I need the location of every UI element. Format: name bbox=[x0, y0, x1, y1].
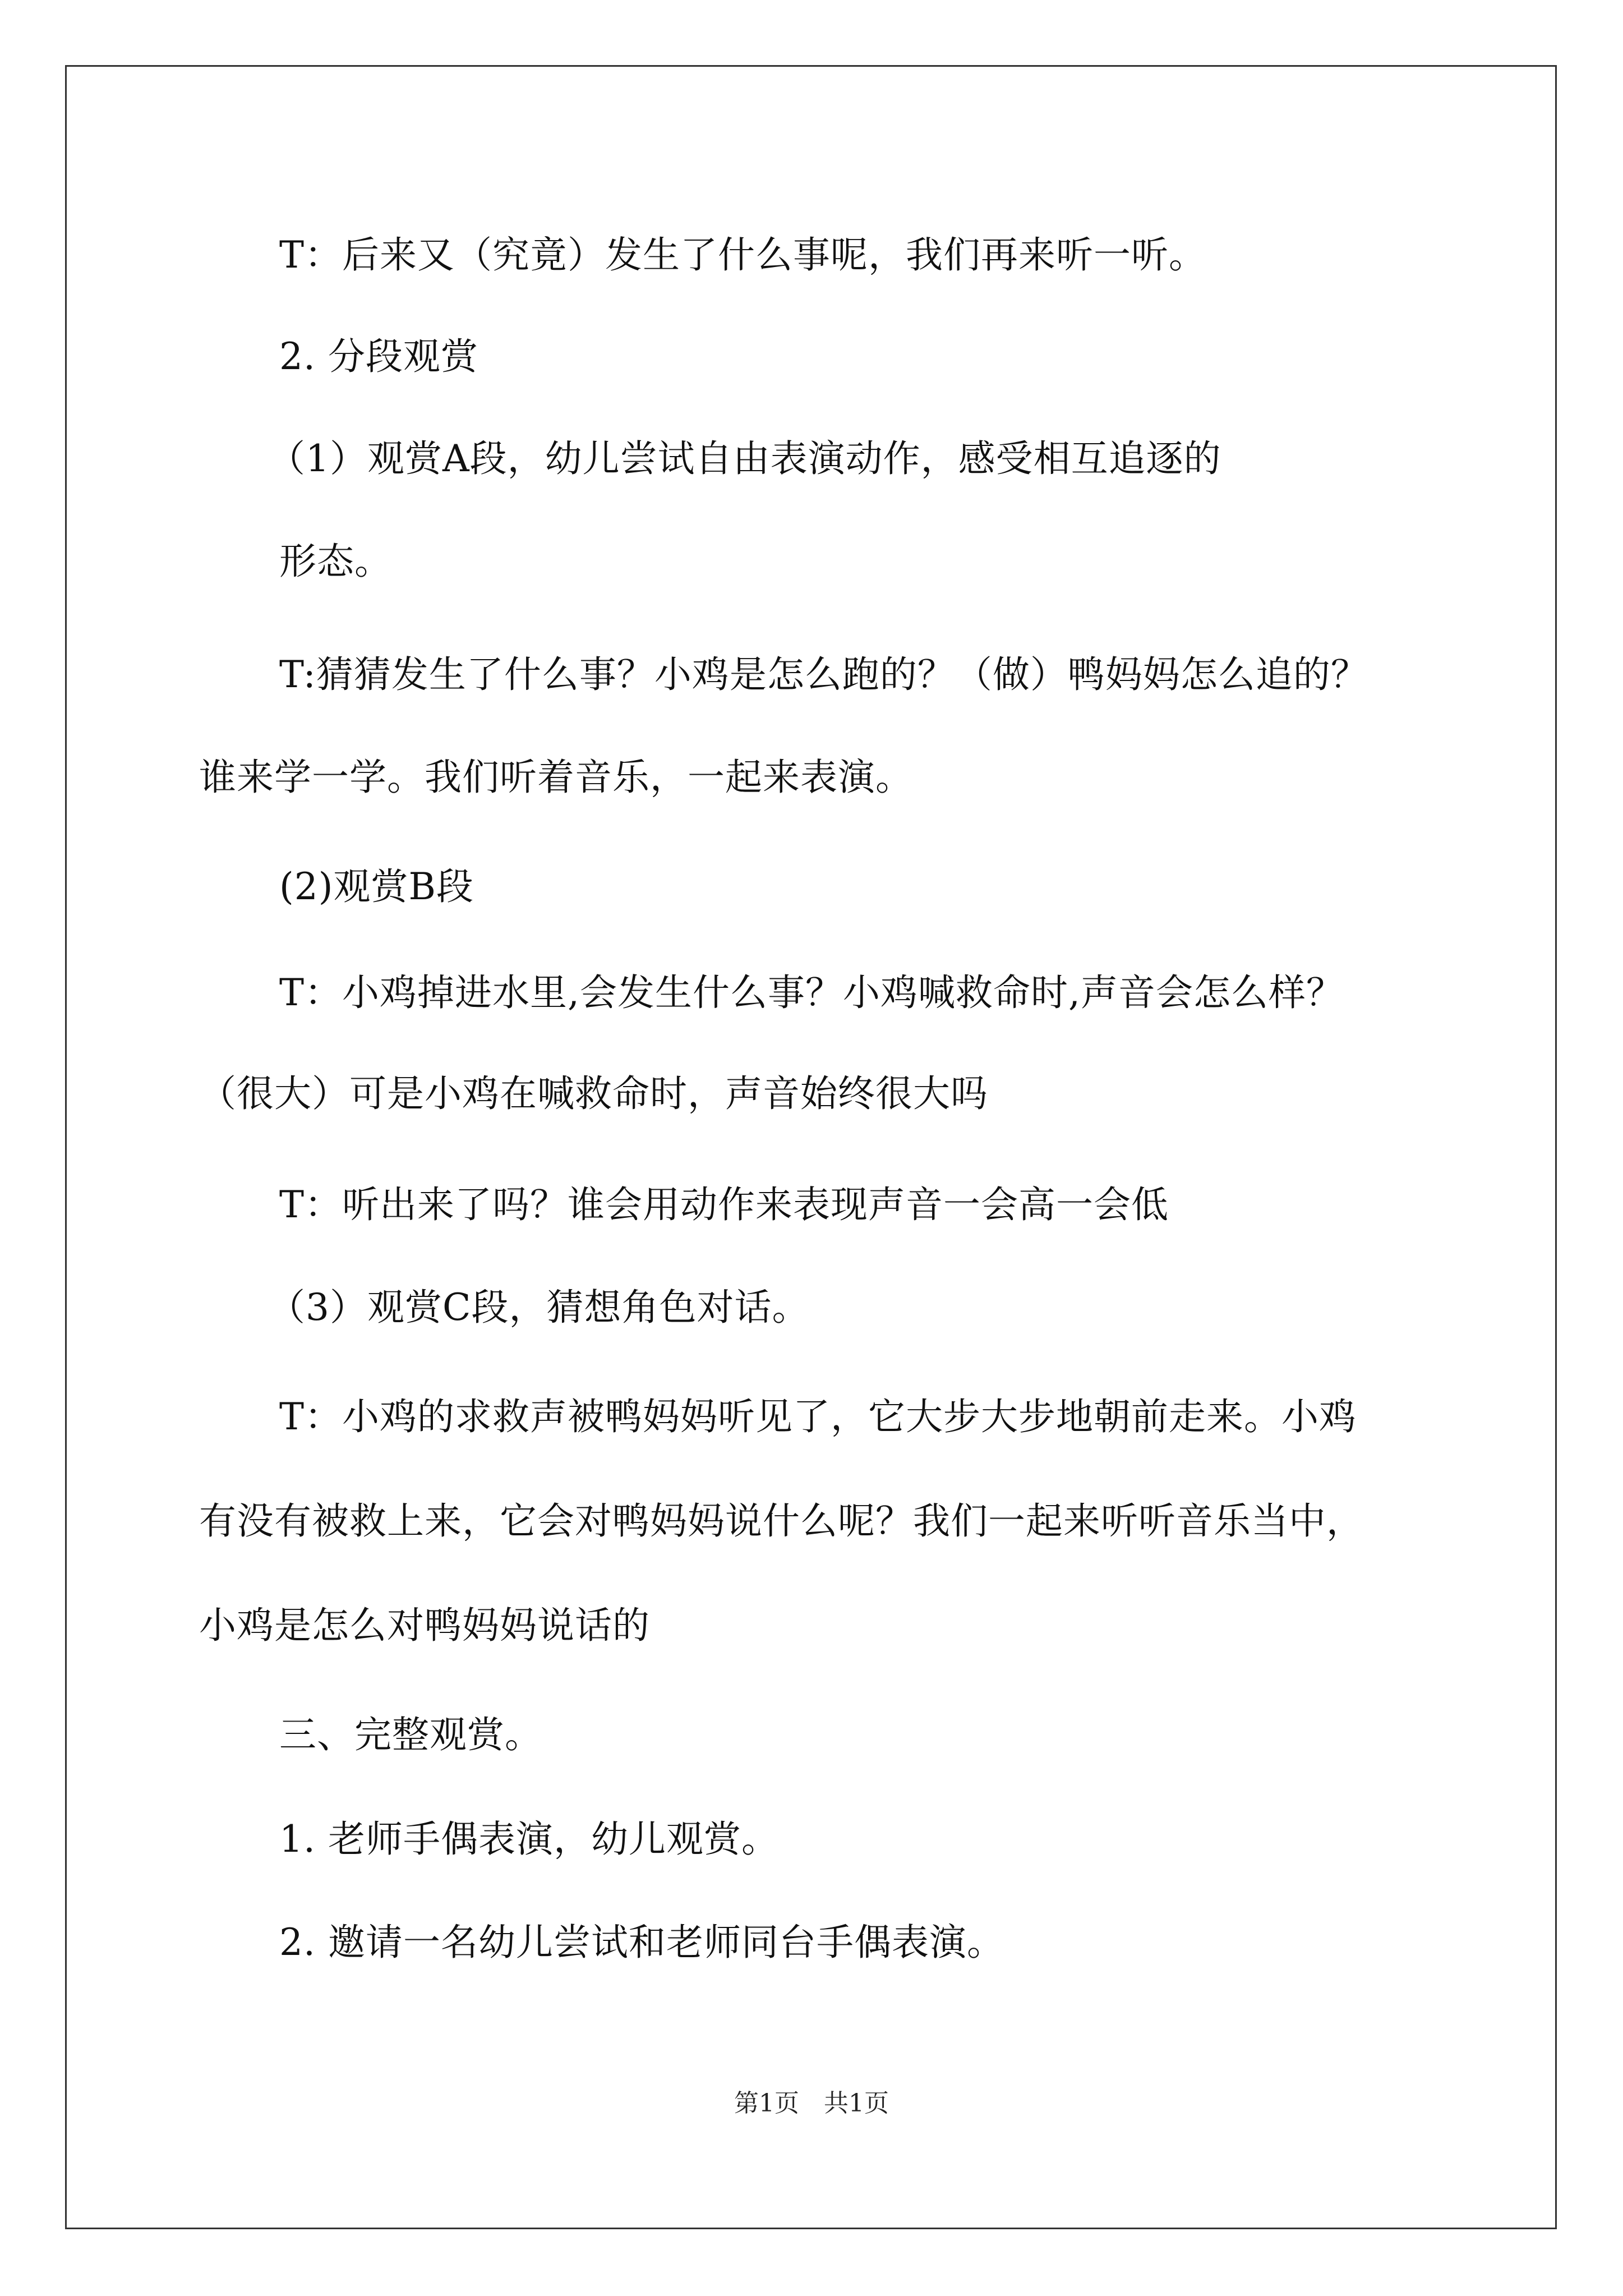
paragraph-line: T:猜猜发生了什么事？小鸡是怎么跑的？（做）鸭妈妈怎么追的？ bbox=[279, 653, 1368, 696]
paragraph-line: 2. 分段观赏 bbox=[279, 335, 478, 378]
paragraph-line: 谁来学一学。我们听着音乐，一起来表演。 bbox=[199, 756, 913, 799]
paragraph-line: 形态。 bbox=[279, 540, 392, 583]
paragraph-line: 三、完整观赏。 bbox=[279, 1713, 542, 1756]
paragraph-line: （3）观赏C段，猜想角色对话。 bbox=[268, 1286, 810, 1329]
page-border bbox=[65, 65, 1557, 2229]
paragraph-line: (2)观赏B段 bbox=[279, 865, 474, 908]
paragraph-line: T：小鸡掉进水里,会发生什么事？小鸡喊救命时,声音会怎么样？ bbox=[279, 971, 1344, 1014]
paragraph-line: （很大）可是小鸡在喊救命时，声音始终很大吗 bbox=[199, 1072, 988, 1115]
paragraph-line: （1）观赏A段，幼儿尝试自由表演动作，感受相互追逐的 bbox=[268, 437, 1221, 480]
page-number-footer: 第1页 共1页 bbox=[734, 2089, 889, 2118]
paragraph-line: 小鸡是怎么对鸭妈妈说话的 bbox=[199, 1604, 650, 1647]
paragraph-line: 有没有被救上来，它会对鸭妈妈说什么呢？我们一起来听听音乐当中， bbox=[199, 1499, 1364, 1543]
paragraph-line: T：后来又（究竟）发生了什么事呢，我们再来听一听。 bbox=[279, 233, 1207, 277]
paragraph-line: T：小鸡的求救声被鸭妈妈听见了，它大步大步地朝前走来。小鸡 bbox=[279, 1395, 1357, 1438]
paragraph-line: 2. 邀请一名幼儿尝试和老师同台手偶表演。 bbox=[279, 1921, 1004, 1964]
paragraph-line: T：听出来了吗？谁会用动作来表现声音一会高一会低 bbox=[279, 1183, 1169, 1226]
paragraph-line: 1. 老师手偶表演，幼儿观赏。 bbox=[279, 1818, 779, 1861]
